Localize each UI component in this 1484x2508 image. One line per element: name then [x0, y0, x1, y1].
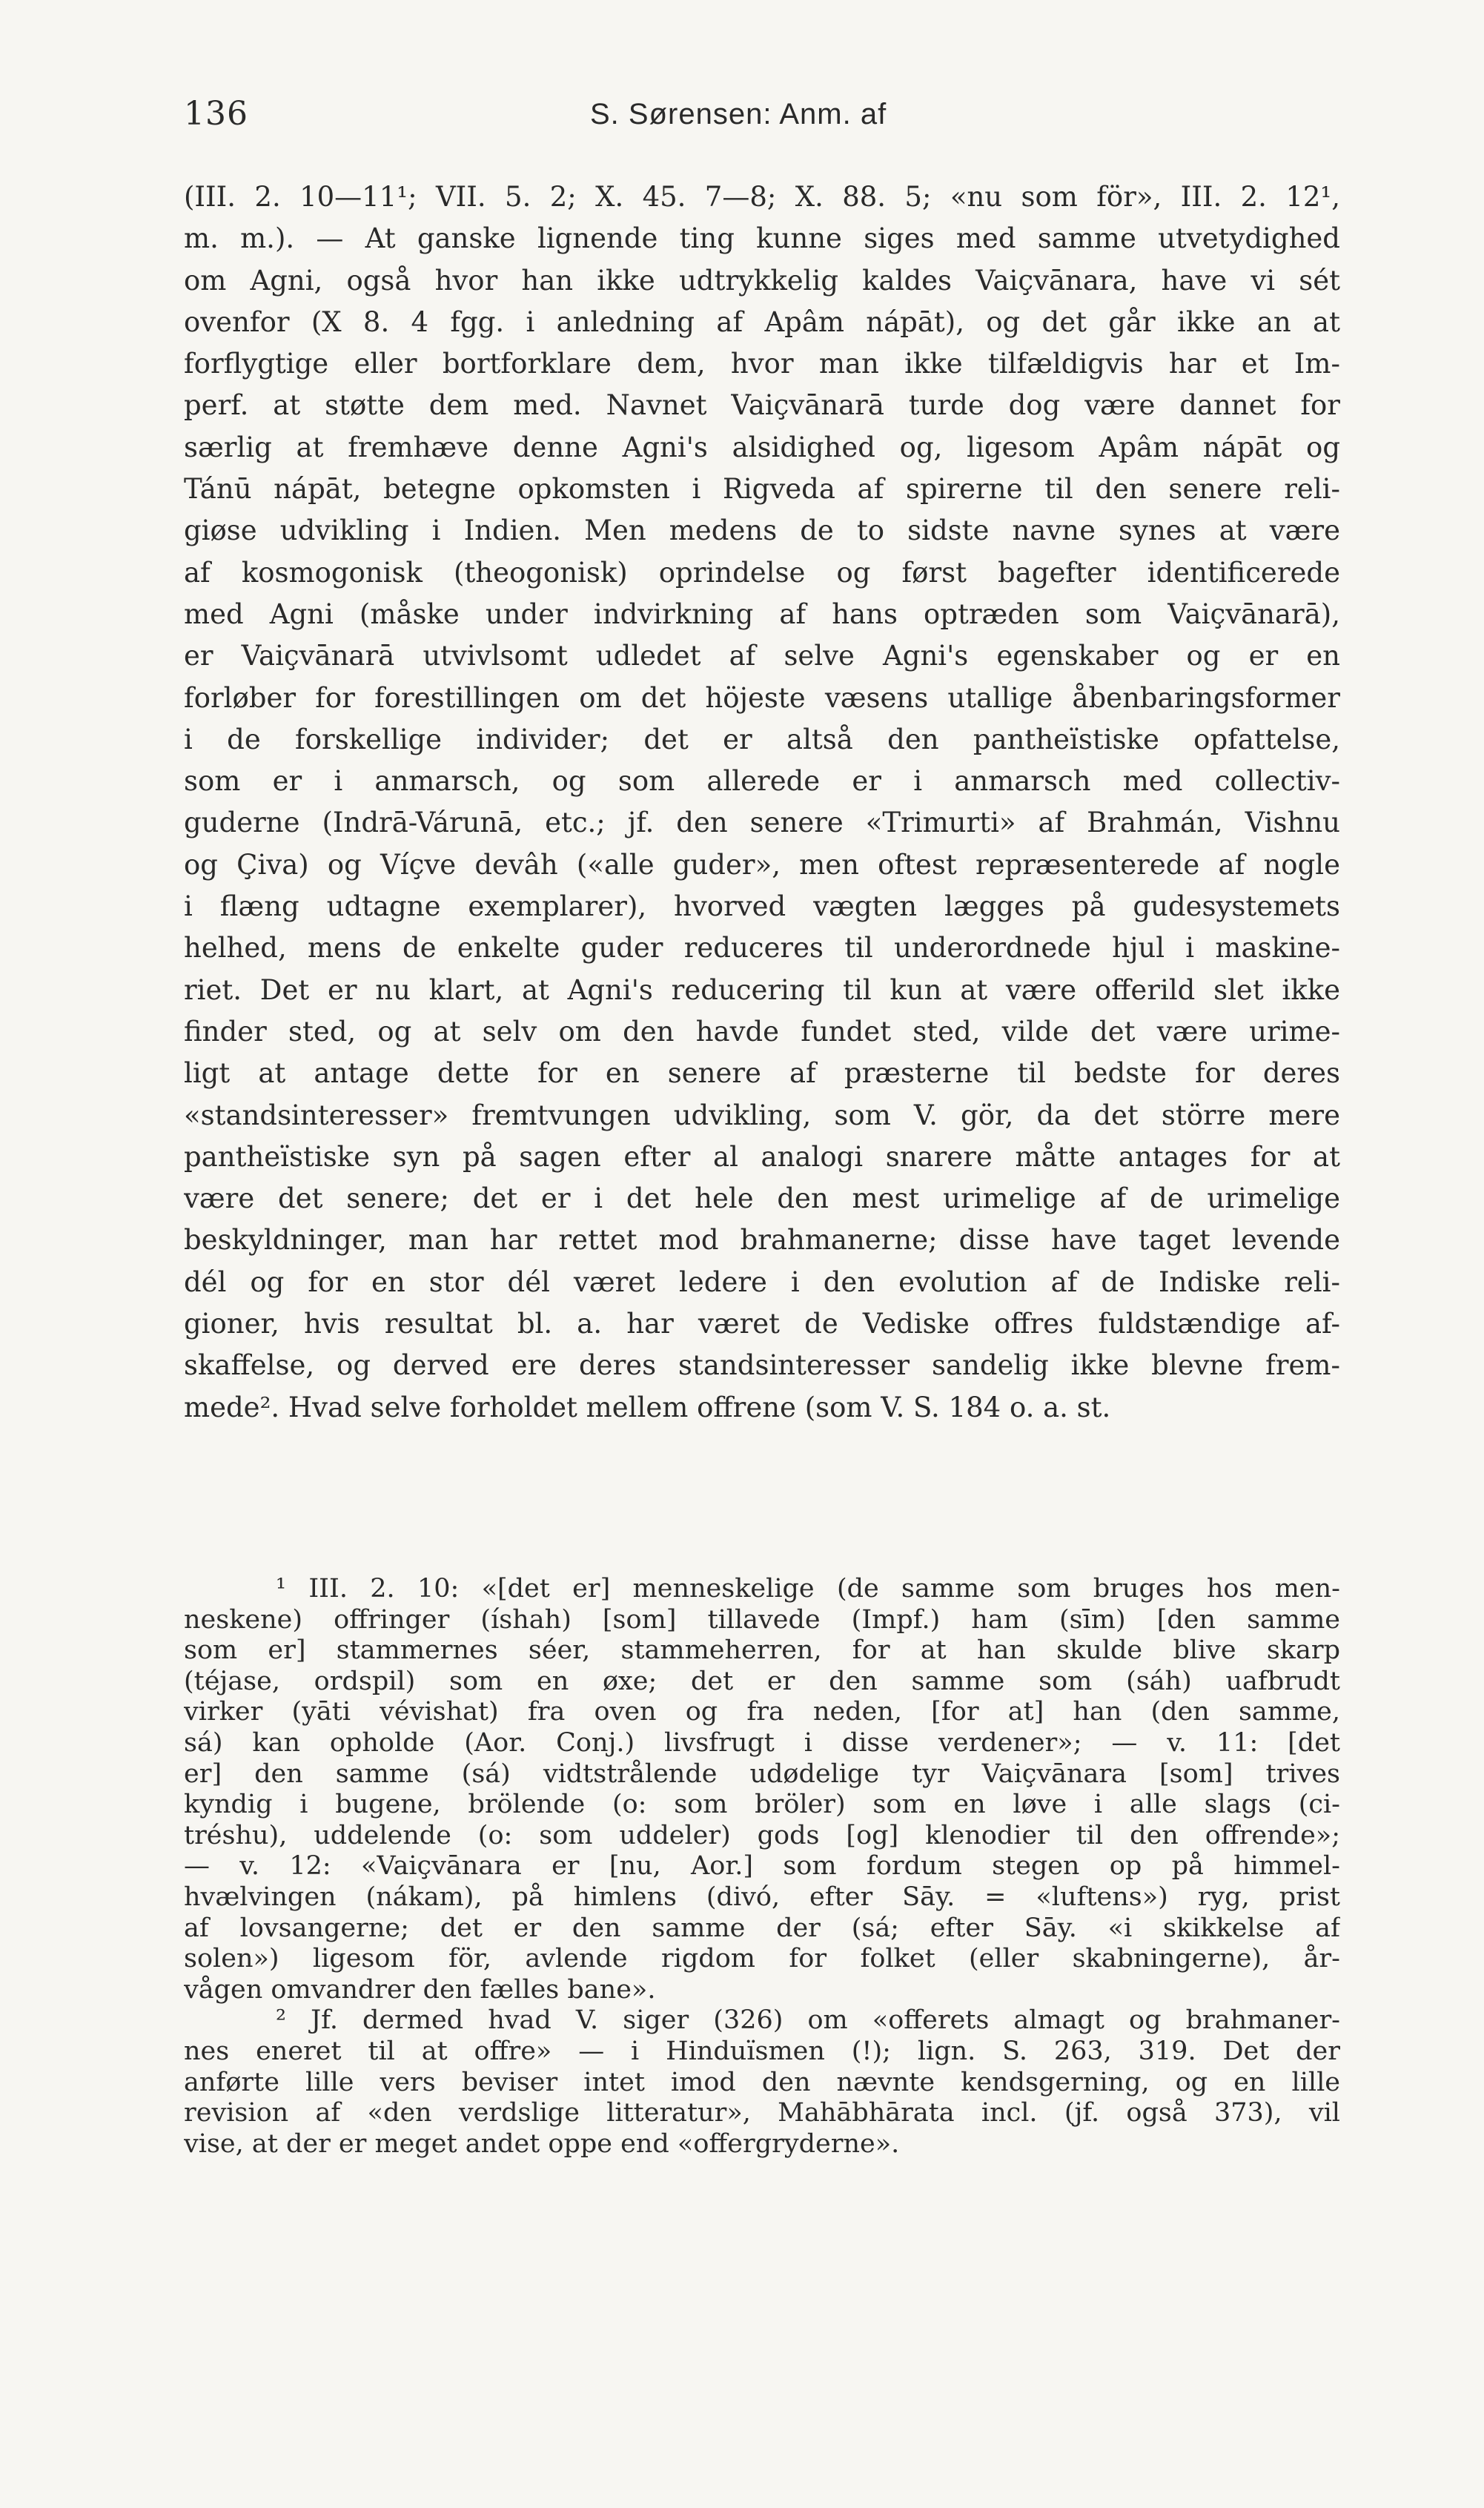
footnote-line: (téjase, ordspil) som en øxe; det er den samme som (sáh) uafbrudt: [184, 1666, 1340, 1696]
body-line: med Agni (måske under indvirkning af hans optræden som Vaiçvānarā),: [184, 598, 1340, 630]
footnote-line: — v. 12: «Vaiçvānara er [nu, Aor.] som fordum stegen op på himmel-: [184, 1851, 1340, 1882]
body-line: som er i anmarsch, og som allerede er i anmarsch med collectiv-: [184, 765, 1340, 798]
footnote-line: vise, at der er meget andet oppe end «offergryderne».: [184, 2128, 900, 2159]
body-line: riet. Det er nu klart, at Agni's reducering til kun at være offerild slet ikke: [184, 973, 1340, 1006]
body-line: af kosmogonisk (theogonisk) oprindelse og først bagefter identificerede: [184, 556, 1340, 589]
page-header: [184, 95, 1333, 139]
footnotes: [184, 1574, 1340, 2160]
footnote-line: vågen omvandrer den fælles bane».: [184, 1974, 656, 2005]
body-line: og Çiva) og Víçve devâh («alle guder», men oftest repræsenterede af nogle: [184, 848, 1340, 881]
footnote-line: er] den samme (sá) vidtstrålende udødelige tyr Vaiçvānara [som] trives: [184, 1758, 1340, 1789]
footnote-line: tréshu), uddelende (o: som uddeler) gods [og] klenodier til den offrende»;: [184, 1820, 1340, 1850]
body-line: er Vaiçvānarā utvivlsomt udledet af selve Agni's egenskaber og er en: [184, 640, 1340, 672]
body-line: ovenfor (X 8. 4 fgg. i anledning af Apâm nápāt), og det går ikke an at: [184, 305, 1340, 338]
footnote-line: hvælvingen (nákam), på himlens (divó, efter Sāy. = «luftens») ryg, prist: [184, 1882, 1340, 1912]
body-text: [184, 176, 1340, 1429]
body-line: skaffelse, og derved ere deres standsinteresser sandelig ikke blevne frem-: [184, 1349, 1340, 1382]
footnote-line: nes eneret til at offre» — i Hinduïsmen (!); lign. S. 263, 319. Det der: [184, 2036, 1340, 2066]
body-line: forløber for forestillingen om det höjeste væsens utallige åbenbaringsformer: [184, 681, 1340, 714]
body-line: være det senere; det er i det hele den mest urimelige af de urimelige: [184, 1182, 1340, 1215]
footnote-line: virker (yāti vévishat) fra oven og fra neden, [for at] han (den samme,: [184, 1697, 1340, 1727]
footnote-line: som er] stammernes séer, stammeherren, for at han skulde blive skarp: [184, 1635, 1340, 1666]
body-line: forflygtige eller bortforklare dem, hvor man ikke tilfældigvis har et Im-: [184, 348, 1340, 380]
footnote-line: anførte lille vers beviser intet imod den nævnte kendsgerning, og en lille: [184, 2067, 1340, 2097]
footnote-line: ¹ III. 2. 10: «[det er] menneskelige (de samme som bruges hos men-: [276, 1574, 1340, 1604]
body-line: (III. 2. 10—11¹; VII. 5. 2; X. 45. 7—8; X. 88. 5; «nu som för», III. 2. 12¹,: [184, 181, 1340, 213]
body-line: om Agni, også hvor han ikke udtrykkelig kaldes Vaiçvānara, have vi sét: [184, 264, 1340, 297]
body-line: i de forskellige individer; det er altså den pantheïstiske opfattelse,: [184, 723, 1340, 755]
body-line: guderne (Indrā-Várunā, etc.; jf. den senere «Trimurti» af Brahmán, Vishnu: [184, 807, 1340, 839]
body-line: beskyldninger, man har rettet mod brahmanerne; disse have taget levende: [184, 1224, 1340, 1257]
footnote-line: solen») ligesom för, avlende rigdom for folket (eller skabningerne), år-: [184, 1944, 1340, 1974]
body-line: pantheïstiske syn på sagen efter al analogi snarere måtte antages for at: [184, 1140, 1340, 1173]
body-line: ligt at antage dette for en senere af præsterne til bedste for deres: [184, 1057, 1340, 1090]
body-line: finder sted, og at selv om den havde fundet sted, vilde det være urime-: [184, 1015, 1340, 1048]
body-line: gioner, hvis resultat bl. a. har været de Vediske offres fuldstændige af-: [184, 1308, 1340, 1340]
running-head: S. Sørensen: Anm. af: [590, 98, 887, 130]
footnote-line: ² Jf. dermed hvad V. siger (326) om «offerets almagt og brahmaner-: [276, 2005, 1340, 2036]
body-line: giøse udvikling i Indien. Men medens de to sidste navne synes at være: [184, 514, 1340, 547]
body-line: m. m.). — At ganske lignende ting kunne siges med samme utvetydighed: [184, 222, 1340, 255]
footnote-line: neskene) offringer (íshah) [som] tillavede (Impf.) ham (sīm) [den samme: [184, 1604, 1340, 1635]
footnote-line: revision af «den verdslige litteratur», Mahābhārata incl. (jf. også 373), vil: [184, 2098, 1340, 2128]
body-line: i flæng udtagne exemplarer), hvorved vægten lægges på gudesystemets: [184, 890, 1340, 923]
body-line: helhed, mens de enkelte guder reduceres til underordnede hjul i maskine-: [184, 932, 1340, 965]
body-line: særlig at fremhæve denne Agni's alsidighed og, ligesom Apâm nápāt og: [184, 431, 1340, 463]
body-line: perf. at støtte dem med. Navnet Vaiçvānarā turde dog være dannet for: [184, 389, 1340, 422]
footnote-line: sá) kan opholde (Aor. Conj.) livsfrugt i disse verdener»; — v. 11: [det: [184, 1727, 1340, 1758]
body-line: mede². Hvad selve forholdet mellem offrene (som V. S. 184 o. a. st.: [184, 1391, 1111, 1423]
page-number: 136: [184, 95, 248, 133]
body-line: «standsinteresser» fremtvungen udvikling, som V. gör, da det större mere: [184, 1099, 1340, 1131]
footnote-line: af lovsangerne; det er den samme der (sá; efter Sāy. «i skikkelse af: [184, 1913, 1340, 1943]
body-line: dél og for en stor dél været ledere i den evolution af de Indiske reli-: [184, 1265, 1340, 1298]
body-line: Tánū nápāt, betegne opkomsten i Rigveda af spirerne til den senere reli-: [184, 473, 1340, 506]
footnote-line: kyndig i bugene, brölende (o: som bröler) som en løve i alle slags (ci-: [184, 1790, 1340, 1820]
